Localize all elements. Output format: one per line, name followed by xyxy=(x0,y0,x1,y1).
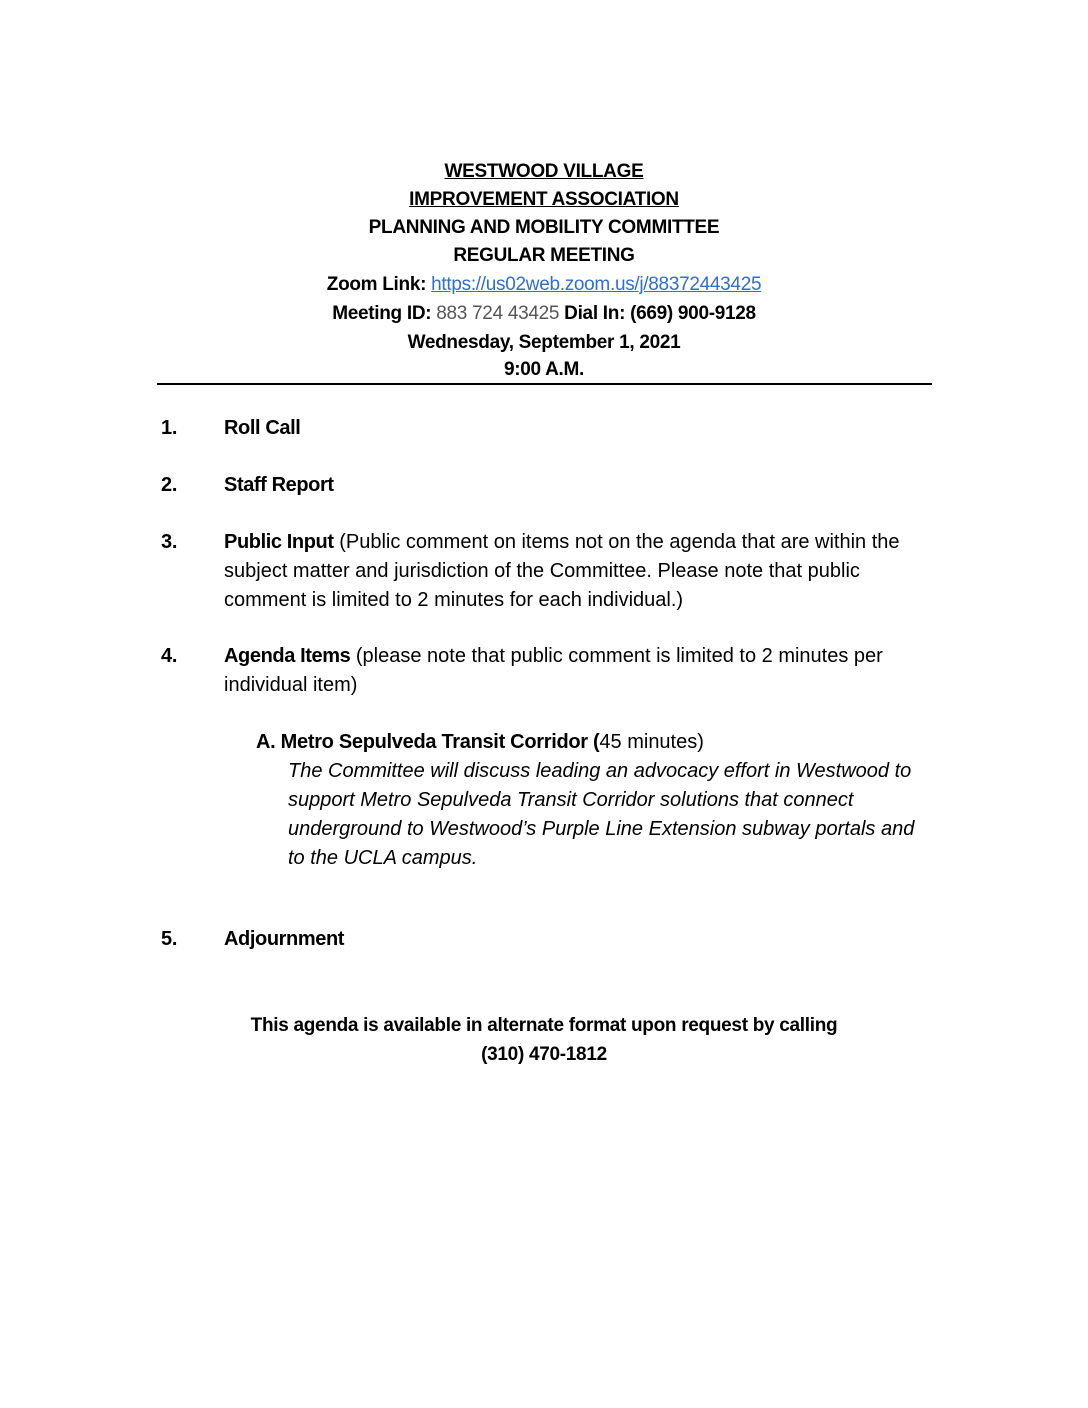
item-title: Agenda Items xyxy=(224,645,351,667)
item-number: 3. xyxy=(161,531,178,553)
meeting-type: REGULAR MEETING xyxy=(453,245,635,266)
zoom-line xyxy=(0,271,1088,299)
meeting-date: Wednesday, September 1, 2021 xyxy=(407,332,681,353)
meeting-id-line xyxy=(0,300,1088,328)
item-title: Adjournment xyxy=(224,928,345,950)
accessibility-phone: (310) 470-1812 xyxy=(481,1044,607,1065)
meeting-id-label: Meeting ID: xyxy=(332,303,432,324)
dial-in: Dial In: (669) 900-9128 xyxy=(564,303,756,324)
org-name-line1: WESTWOOD VILLAGE xyxy=(444,161,644,182)
item-number: 4. xyxy=(161,645,178,667)
agenda-subitem-a xyxy=(256,728,936,873)
subitem-duration: 45 minutes) xyxy=(599,731,704,753)
accessibility-note xyxy=(0,1011,1088,1069)
committee-name: PLANNING AND MOBILITY COMMITTEE xyxy=(368,217,720,238)
meeting-time: 9:00 A.M. xyxy=(503,359,584,380)
item-title: Public Input xyxy=(224,531,334,553)
subitem-title: A. Metro Sepulveda Transit Corridor ( xyxy=(256,731,600,753)
item-description: (please note that public comment is limited to 2 minutes per individual item) xyxy=(224,645,883,696)
item-number: 2. xyxy=(161,474,178,496)
org-name-line2: IMPROVEMENT ASSOCIATION xyxy=(409,189,679,210)
item-number: 1. xyxy=(161,417,178,439)
item-title: Staff Report xyxy=(224,474,334,496)
zoom-link[interactable]: https://us02web.zoom.us/j/88372443425 xyxy=(431,274,762,295)
accessibility-note-line1: This agenda is available in alternate format upon request by calling xyxy=(250,1015,838,1036)
item-title: Roll Call xyxy=(224,417,301,439)
item-number: 5. xyxy=(161,928,178,950)
item-description: (Public comment on items not on the agenda that are within the subject matter and jurisdiction of the Committee. Please note that public comment is limited to 2 minutes for each individual.) xyxy=(224,531,900,611)
subitem-description: The Committee will discuss leading an advocacy effort in Westwood to support Metro Sepulveda Transit Corridor solutions that connect underground to Westwood’s Purple Line Extension subway portals and to the UCLA campus. xyxy=(288,760,915,869)
zoom-label: Zoom Link: xyxy=(326,274,427,295)
meeting-id-value: 883 724 43425 xyxy=(436,303,560,324)
header-divider xyxy=(157,383,932,385)
